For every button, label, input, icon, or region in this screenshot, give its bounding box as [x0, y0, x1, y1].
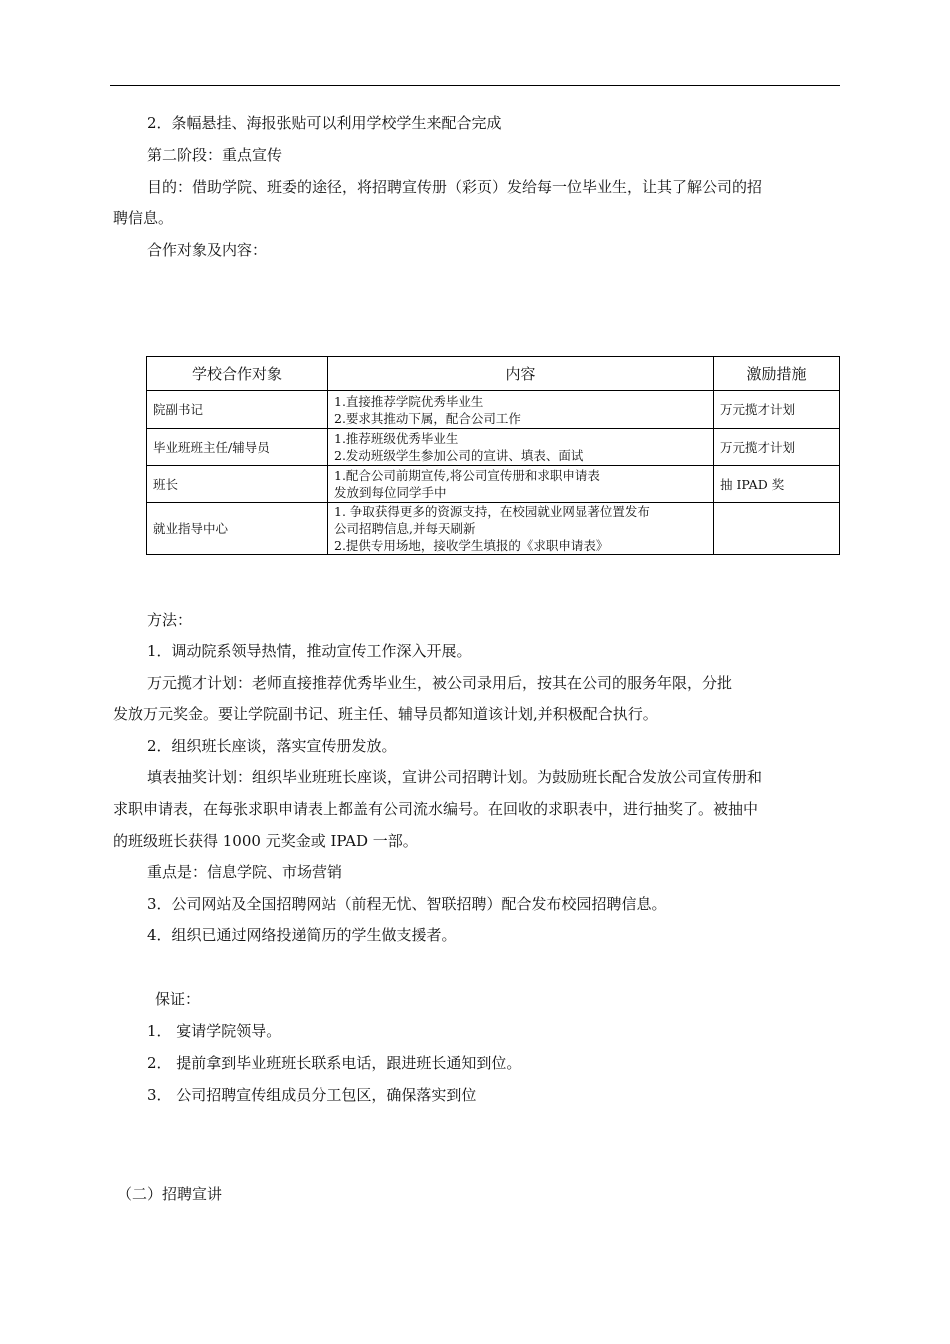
row-content [328, 466, 714, 503]
section-two-heading: （二）招聘宣讲 [117, 1185, 223, 1203]
method-2-plan-line-2: 求职申请表，在每张求职申请表上都盖有公司流水编号。在回收的求职表中，进行抽奖了。被抽中 [113, 800, 759, 818]
content-line: 1.推荐班级优秀毕业生 [334, 431, 459, 446]
header-target: 学校合作对象 [147, 357, 328, 391]
method-3: 3．公司网站及全国招聘网站（前程无忧、智联招聘）配合发布校园招聘信息。 [147, 895, 667, 913]
stage-two-heading: 第二阶段：重点宣传 [147, 146, 283, 164]
banner-line: 2．条幅悬挂、海报张贴可以利用学校学生来配合完成 [147, 114, 502, 132]
method-2-plan-line-1: 填表抽奖计划：组织毕业班班长座谈，宣讲公司招聘计划。为鼓励班长配合发放公司宣传册和 [147, 768, 763, 786]
cooperation-table [146, 356, 840, 555]
header-rule [110, 85, 840, 86]
table-row [147, 429, 840, 466]
guarantee-1: 1． 宴请学院领导。 [147, 1022, 282, 1040]
content-line: 2.要求其推动下属，配合公司工作 [334, 410, 521, 426]
guarantee-2: 2． 提前拿到毕业班班长联系电话，跟进班长通知到位。 [147, 1054, 522, 1072]
method-2: 2．组织班长座谈，落实宣传册发放。 [147, 737, 397, 755]
row-incentive: 万元揽才计划 [714, 391, 840, 429]
goal-line-1: 目的：借助学院、班委的途径，将招聘宣传册（彩页）发给每一位毕业生，让其了解公司的招 [147, 178, 763, 196]
table-row [147, 391, 840, 429]
header-content: 内容 [328, 357, 714, 391]
row-target: 就业指导中心 [147, 503, 328, 555]
row-content [328, 429, 714, 466]
content-line: 1. 争取获得更多的资源支持，在校园就业网显著位置发布 [334, 504, 650, 519]
content-line: 2.提供专用场地，接收学生填报的《求职申请表》 [334, 538, 609, 553]
guarantee-heading: 保证： [155, 990, 201, 1008]
row-incentive: 万元揽才计划 [714, 429, 840, 466]
method-2-plan-line-3: 的班级班长获得 1000 元奖金或 IPAD 一部。 [113, 832, 418, 850]
method-1-plan-line-2: 发放万元奖金。要让学院副书记、班主任、辅导员都知道该计划,并积极配合执行。 [113, 705, 658, 723]
method-1-plan-line-1: 万元揽才计划：老师直接推荐优秀毕业生，被公司录用后，按其在公司的服务年限，分批 [147, 674, 733, 692]
method-4: 4．组织已通过网络投递简历的学生做支援者。 [147, 926, 457, 944]
row-target: 院副书记 [147, 391, 328, 429]
focus-line: 重点是：信息学院、市场营销 [147, 863, 343, 881]
row-incentive [714, 503, 840, 555]
content-line: 2.发动班级学生参加公司的宣讲、填表、面试 [334, 448, 584, 463]
table-row [147, 466, 840, 503]
table-header-row [147, 357, 840, 391]
row-content [328, 391, 714, 429]
partners-heading: 合作对象及内容： [147, 241, 268, 259]
content-line: 公司招聘信息,并每天刷新 [334, 521, 476, 536]
method-1: 1．调动院系领导热情，推动宣传工作深入开展。 [147, 642, 472, 660]
content-line: 发放到每位同学手中 [334, 485, 447, 500]
content-line: 1.配合公司前期宣传,将公司宣传册和求职申请表 [334, 468, 600, 483]
method-heading: 方法： [147, 611, 193, 629]
header-incentive: 激励措施 [714, 357, 840, 391]
row-target: 毕业班班主任/辅导员 [147, 429, 328, 466]
guarantee-3: 3． 公司招聘宣传组成员分工包区，确保落实到位 [147, 1086, 477, 1104]
row-content [328, 503, 714, 555]
row-incentive: 抽 IPAD 奖 [714, 466, 840, 503]
goal-line-2: 聘信息。 [113, 209, 174, 227]
row-target: 班长 [147, 466, 328, 503]
table-row [147, 503, 840, 555]
content-line: 1.直接推荐学院优秀毕业生 [334, 393, 484, 409]
